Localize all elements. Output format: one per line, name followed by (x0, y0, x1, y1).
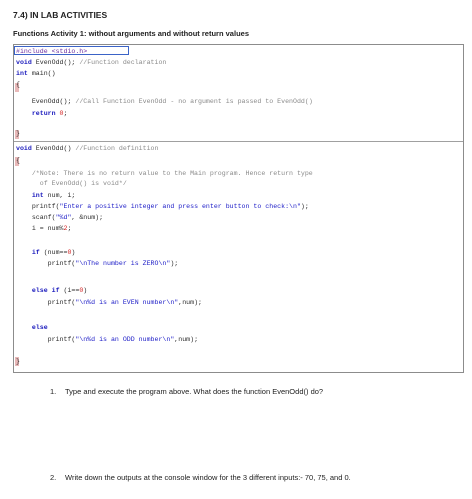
question-text: Type and execute the program above. What does the function EvenOdd() do? (65, 387, 324, 396)
code-text: } (16, 358, 20, 365)
code-line-1 (16, 47, 87, 56)
code-line-17 (16, 259, 178, 268)
code-text: printf( (16, 203, 60, 210)
keyword: if (16, 249, 40, 256)
code-text: { (16, 81, 20, 88)
code-line-5 (16, 97, 313, 106)
code-line-16 (16, 248, 75, 257)
code-text: ,num); (174, 336, 199, 343)
code-comment: //Call Function EvenOdd - no argument is passed to EvenOdd() (75, 98, 313, 105)
code-number: 0 (67, 249, 72, 256)
code-string: "%d" (55, 214, 72, 221)
code-line-20 (16, 323, 48, 332)
code-text: (num== (39, 249, 68, 256)
code-string: "\n%d is an ODD number\n" (75, 336, 175, 343)
keyword: else if (16, 287, 60, 294)
code-text: EvenOdd() (31, 145, 76, 152)
code-text: printf( (16, 336, 76, 343)
code-text: i = num% (16, 225, 64, 232)
code-comment: //Function declaration (79, 59, 167, 66)
keyword: void (16, 145, 32, 152)
code-line-12 (16, 191, 75, 200)
question-number: 2. (50, 473, 57, 482)
include-directive: #include <stdio.h> (16, 48, 88, 55)
code-text: printf( (16, 260, 76, 267)
code-text: ; (67, 225, 72, 232)
code-text: (i== (59, 287, 80, 294)
keyword: return (16, 110, 56, 117)
code-line-6 (16, 109, 67, 118)
code-number: 0 (79, 287, 84, 294)
code-text: } (16, 130, 20, 137)
code-line-13 (16, 202, 309, 211)
keyword: int (16, 70, 28, 77)
code-line-15 (16, 224, 71, 233)
code-comment: /*Note: There is no return value to the Main program. Hence return type (16, 170, 313, 177)
code-text: printf( (16, 299, 76, 306)
code-number: 0 (55, 110, 64, 117)
question-number: 1. (50, 387, 57, 396)
code-line-21 (16, 335, 198, 344)
code-text: ); (300, 203, 309, 210)
code-line-11 (16, 179, 127, 188)
code-text: ; (63, 110, 68, 117)
keyword: int (16, 192, 44, 199)
keyword: else (16, 324, 48, 331)
code-line-22 (16, 357, 20, 366)
code-string: "Enter a positive integer and press enter button to check:\n" (59, 203, 301, 210)
code-text: ); (170, 260, 179, 267)
code-comment: //Function definition (75, 145, 159, 152)
question-1 (50, 387, 323, 396)
code-separator (14, 141, 463, 142)
activity-subtitle: Functions Activity 1: without arguments and without return values (13, 29, 249, 38)
code-text: ) (83, 287, 88, 294)
code-line-2 (16, 58, 166, 67)
code-number: 2 (63, 225, 68, 232)
code-string: "\n%d is an EVEN number\n" (75, 299, 179, 306)
keyword: void (16, 59, 32, 66)
code-line-10 (16, 169, 313, 178)
code-line-18 (16, 286, 87, 295)
code-text: scanf( (16, 214, 56, 221)
code-line-19 (16, 298, 202, 307)
code-listing (13, 44, 464, 373)
code-text: { (16, 157, 20, 164)
code-line-8 (16, 144, 158, 153)
question-text: Write down the outputs at the console window for the 3 different inputs:- 70, 75, and 0. (65, 473, 351, 482)
question-2 (50, 473, 351, 482)
code-text: EvenOdd(); (31, 59, 80, 66)
code-line-9 (16, 156, 20, 165)
code-line-14 (16, 213, 103, 222)
code-comment: of EvenOdd() is void*/ (16, 180, 127, 187)
code-text: main() (27, 70, 56, 77)
code-text: ,num); (178, 299, 202, 306)
code-text: EvenOdd(); (16, 98, 76, 105)
code-line-4 (16, 80, 20, 89)
code-line-3 (16, 69, 56, 78)
code-line-7 (16, 129, 20, 138)
document-title: 7.4) IN LAB ACTIVITIES (13, 10, 108, 20)
code-text: num, i; (43, 192, 76, 199)
code-string: "\nThe number is ZERO\n" (75, 260, 171, 267)
code-text: ) (71, 249, 76, 256)
code-text: , &num); (71, 214, 104, 221)
